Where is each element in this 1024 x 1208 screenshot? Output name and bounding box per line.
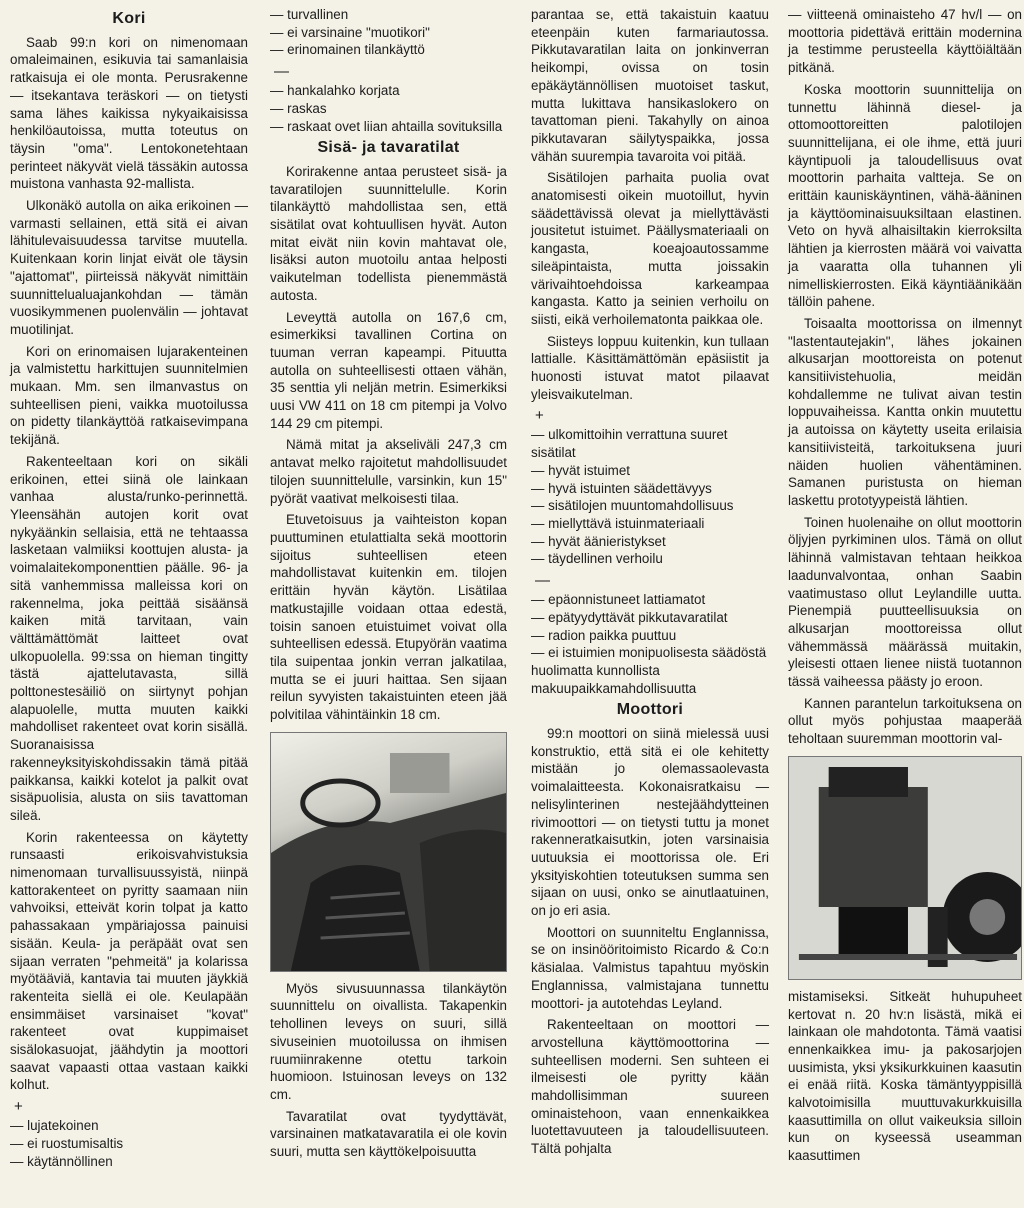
- list-item: — ulkomittoihin verrattuna suuret sisätilat: [531, 427, 728, 461]
- list-item: — raskaat ovet liian ahtailla sovituksilla: [270, 118, 503, 134]
- paragraph: Kori on erinomaisen lujarakenteinen ja valmistettu harkittujen suunnitelmien mukaan. Mm. sen ilmanvastus on suhteellisen pieni, vaikka muotoilussa on pidetty tilankäyttöä ratkaisevimpana tekijänä.: [10, 343, 248, 448]
- paragraph: Sisätilojen parhaita puolia ovat anatomisesti oikein muotoillut, hyvin säädettävissä olevat ja miellyttävästi jousitetut istuimet. Päällysmateriaali on kangasta, koeajoautossamme sileäpintaista, mutta joissakin värivaihtoehdoissa karkeampaa kangasta. Katto ja seinien verhoilu on siisti, eikä verhoilematonta paikkaa ole.: [531, 170, 769, 327]
- minus-symbol: —: [274, 63, 289, 81]
- car-interior-illustration: [271, 733, 506, 971]
- plus-symbol: +: [14, 1098, 23, 1116]
- paragraph: mistamiseksi. Sitkeät huhupuheet kertovat n. 20 hv:n lisästä, mikä ei lainkaan ole mahdotonta. Tämä vaatisi ennenkaikkea imu- ja pakosarjojen uusimista, yksi yksikurkkuinen kaasutin ei enää riitä. Koska tämäntyyppisillä kalvotoimisilla muuttuvakurkkuisilla kaasuttimilla on ollut vaikeuksia silloin kun on kyseessä useamman kaasuttimen: [788, 988, 1022, 1164]
- paragraph: 99:n moottori on siinä mielessä uusi konstruktio, että sitä ei ole kehitetty mistään jo olemassaolevasta voimalaitteesta. Kokonaisratkaisu — nelisylinterinen nestejäähdytteinen rivimoottori — on tietysti tuttu ja monet rakenneratkaisutkin, joten varsinaisia uutuuksia ei moottorissa ole. Eri yksityiskohtien toteutuksen summa sen sijaan on uusi, onko se ainutlaatuinen, on jo eri asia.: [531, 726, 769, 919]
- paragraph: Rakenteeltaan on moottori — arvostelluna käyttömoottorina — suhteellisen moderni. Sen suhteen ei ilmeisesti ole pyritty kään mahdollisimman suureen ominaistehoon, vaan ennenkaikkea luotettavuuteen ja taloudellisuuteen. Tältä pohjalta: [531, 1017, 769, 1157]
- plus-list: [10, 1117, 248, 1170]
- engine-photo: [788, 756, 1022, 980]
- paragraph: Korirakenne antaa perusteet sisä- ja tavaratilojen suunnittelulle. Korin tilankäyttö mahdollistaa sen, että sisätilat ovat kohtuullisen hyvät. Auton mitat eivät niin kovin mahtavat ole, lisäksi auton muotoilu antaa helposti vaikutelman todellista pienemmästä autosta.: [270, 163, 507, 303]
- paragraph: Toisaalta moottorissa on ilmennyt "lastentautejakin", lähes jokainen alkusarjan moottoreista on potenut kansitiivistehuolia, meidän kohdallemme ne tulivat aivan testin loppuvaiheissa. Kantta onkin muutettu ja autoissa on käytetty useita erilaisia kansitiivisteitä, tarkoituksena juuri näiden huolien vähentäminen. Samanen puristusta on hieman laskettu prototyypeistä lähtien.: [788, 315, 1022, 508]
- list-item: — sisätilojen muuntomahdollisuus: [531, 498, 734, 514]
- plus-list-continued: [270, 6, 507, 59]
- paragraph: Korin rakenteessa on käytetty runsaasti erikoisvahvistuksia nimenomaan turvallisuussyistä, niinpä kattorakenteet on pyritty saamaan niin vahvoiksi, etteivät korin tolpat ja katto pahassakaan ympäriajossa painuisi sisään. Keula- ja peräpäät ovat sen sijaan verraten "pehmeitä" ja kolarissa myötääviä, kantavia tai muuten jäykkiä rakenteita siellä ei ole. Keulapään ensimmäiset varsinaiset "kovat" rakenteet ovat kuppimaiset sisälokasuojat, jäähdytin ja moottori saavat vapaasti ottaa vastaan kaikki kolhut.: [10, 829, 248, 1093]
- column-4: [788, 6, 1022, 1169]
- list-item: — epäonnistuneet lattiamatot: [531, 592, 706, 608]
- paragraph: Koska moottorin suunnittelija on tunnettu lähinnä diesel- ja ottomoottoreitten palotilojen suunnittelijana, ei ole ihme, että juuri käyntipuoli ja taloudellisuus ovat moottorin parhaita valtteja. Se on erittäin kauniskäyntinen, vähä-ääninen ja käyttöominaisuuksiltaan elastinen. Veto on hyvä alhaisiltakin kierroksilta lähtien ja kierrosten määrä voi vaivatta ja vaaratta olla tuhannen yli nimelliskierrosten. Eikä käyntiäänikään tällöin pahene.: [788, 81, 1022, 310]
- paragraph: Myös sivusuunnassa tilankäytön suunnittelu on oivallista. Takapenkin tehollinen leveys on suuri, sillä sivuseinien muotoilussa on ihmisen ruumiinrakenne otettu tarkoin huomioon. Istuinosan leveys on 132 cm.: [270, 980, 507, 1102]
- list-item: — ei istuimien monipuolisesta säädöstä huolimatta kunnollista makuupaikkamahdollisuutta: [531, 645, 767, 696]
- section-heading-moottori: Moottori: [616, 701, 684, 719]
- list-item: — ei ruostumisaltis: [10, 1135, 124, 1151]
- section-heading-kori: Kori: [112, 10, 146, 27]
- engine-illustration: [789, 757, 1021, 979]
- paragraph: Kannen parantelun tarkoituksena on ollut myös pohjustaa maaperää teholtaan suuremman moottorin val-: [788, 695, 1022, 747]
- minus-symbol: —: [535, 572, 550, 590]
- column-1: [10, 6, 248, 1174]
- minus-list: [270, 82, 507, 135]
- paragraph: parantaa se, että takaistuin kaatuu eteenpäin kuten farmariautossa. Pikkutavaratilan laita on jonkinverran heikompi, ovissa on tosin epäkäytännöllisen muotoiset taskut, mutta lukittava hansikaslokero on tavattoman pieni. Takahylly on ainoa pikkutavaran säilytyspaikka, jossa vähän suurempia tavaroita voi pitää.: [531, 7, 769, 164]
- paragraph: — viitteenä ominaisteho 47 hv/l — on moottoria pidettävä erittäin modernina ja testimme perusteella käyttöiältään pitkänä.: [788, 7, 1022, 76]
- minus-list: [531, 591, 769, 697]
- list-item: — turvallinen: [270, 7, 349, 22]
- paragraph: Siisteys loppuu kuitenkin, kun tullaan lattialle. Käsittämättömän epäsiistit ja huonosti istuvat matot pilaavat yleisvaikutelman.: [531, 333, 769, 402]
- list-item: — käytännöllinen: [10, 1153, 113, 1169]
- paragraph: Saab 99:n kori on nimenomaan omaleimainen, esikuvia tai samanlaisia ratkaisuja ei ole monta. Perusrakenne — itsekantava teräskori — on tietysti sama lähes kaikissa nykyaikaisissa henkilöautoissa, mutta toteutus on täysin "oma". Lentokonetehtaan perinteet näkyvät vielä tässäkin autossa muistona vanhasta 92-mallista.: [10, 34, 248, 192]
- list-item: — raskas: [270, 100, 327, 116]
- list-item: — hyvät äänieristykset: [531, 533, 666, 549]
- list-item: — radion paikka puuttuu: [531, 627, 677, 643]
- paragraph: Rakenteeltaan kori on sikäli erikoinen, ettei siinä ole lainkaan vanhaa alusta/runko-perinnettä. Yleensähän autojen korit ovat nykyäänkin sellaisia, että ne tehtaassa lasketaan valmiiksi koottujen alusta- ja voimalaitekomponenttien päälle. 96- ja sitä vanhemmissa malleissa kori on rakennelma, joka peittää sisäänsä kaiken mitä tarvitaan, vain välttämättömät laitteet ovat ulkopuolella. 99:ssa on hieman tingitty tästä ajattelutavasta, sillä polttonestesäiliö on siirtynyt pohjan alapuolelle, mutta muuten kaikki mahdolliset rakenteet ovat korin sisällä. Suoranaisissa rakenneyksityiskohdissakin tämä pitää paikkansa, kaikki kotelot ja palkit ovat sisäpuolisia, alusta on siis tavattoman sileä.: [10, 453, 248, 823]
- column-3: [531, 6, 769, 1162]
- list-item: — lujatekoinen: [10, 1118, 99, 1134]
- paragraph: Tavaratilat ovat tyydyttävät, varsinainen matkatavaratila ei ole kovin suuri, mutta sen käyttökelpoisuutta: [270, 1108, 507, 1160]
- column-2: [270, 6, 507, 1165]
- plus-symbol: +: [535, 407, 544, 425]
- plus-list: [531, 426, 769, 568]
- paragraph: Etuvetoisuus ja vaihteiston kopan puuttuminen etulattialta sekä moottorin sijoitus suhteellisen eteen mahdollistavat kuitenkin em. tilojen erittäin hyvän käytön. Lisätilaa matkustajille voidaan ottaa edestä, toisin sanoen etuistuimet voivat olla suhteellisen edessä. Etupyörän vaatima tila suipentaa jonkin verran jalkatilaa, mutta se ei juuri haittaa. Sen sijaan reilun syvyisten takaistuinten eteen jää polvitilaa vähintäinkin 18 cm.: [270, 512, 507, 723]
- list-item: — ei varsinaine "muotikori": [270, 24, 430, 40]
- list-item: — epätyydyttävät pikkutavaratilat: [531, 609, 728, 625]
- list-item: — hankalahko korjata: [270, 83, 400, 99]
- list-item: — hyvä istuinten säädettävyys: [531, 480, 712, 496]
- paragraph: Leveyttä autolla on 167,6 cm, esimerkiksi tavallinen Cortina on tuuman verran kapeampi. Pituutta autolla on suhteellisesti ottaen vähän, 35 senttia yli neljän metrin. Esimerkiksi uusi VW 411 on 18 cm pitempi ja Volvo 144 29 cm pitempi.: [270, 309, 507, 431]
- section-heading-sisatilat: Sisä- ja tavaratilat: [317, 139, 460, 157]
- list-item: — miellyttävä istuinmateriaali: [531, 515, 705, 531]
- list-item: — erinomainen tilankäyttö: [270, 42, 425, 58]
- paragraph: Nämä mitat ja akseliväli 247,3 cm antavat melko rajoitetut mahdollisuudet tilojen suunnittelulle, varsinkin, kun 15" pyörät vaativat melkoisesti tilaa.: [270, 437, 507, 506]
- paragraph: Moottori on suunniteltu Englannissa, se on insinööritoimisto Ricardo & Co:n käsialaa. Valmistus tapahtuu myöskin Englannissa, valmistajana tunnettu moottori- ja autotehdas Leyland.: [531, 924, 769, 1011]
- paragraph: Ulkonäkö autolla on aika erikoinen — varmasti sellainen, että sitä ei aivan lähitulevaisuudessa tarvitse muutella. Kuitenkaan korin linjat eivät ole täysin "ajattomat", piirteissä näkyvät nimittäin suunnittelualuajankohdan — tämän vuosikymmenen puolenvälin — johtavat muotilinjat.: [10, 198, 248, 337]
- paragraph: Toinen huolenaihe on ollut moottorin öljyjen pyrkiminen ulos. Tämä on ollut lähinnä valmistavan tehtaan heikkoa laadunvalvontaa, onhan Saabin vaatimustaso ollut Leylandille uutta. Pienempiä puutteellisuuksia on alkusarjan moottoreissa ollut vähemmässä määrässä muitakin, yleisesti ottaen lienee niistä tuotannon tässä vaiheessa päästy jo eroon.: [788, 514, 1022, 690]
- list-item: — hyvät istuimet: [531, 462, 630, 478]
- interior-photo: [270, 732, 507, 972]
- list-item: — täydellinen verhoilu: [531, 551, 663, 567]
